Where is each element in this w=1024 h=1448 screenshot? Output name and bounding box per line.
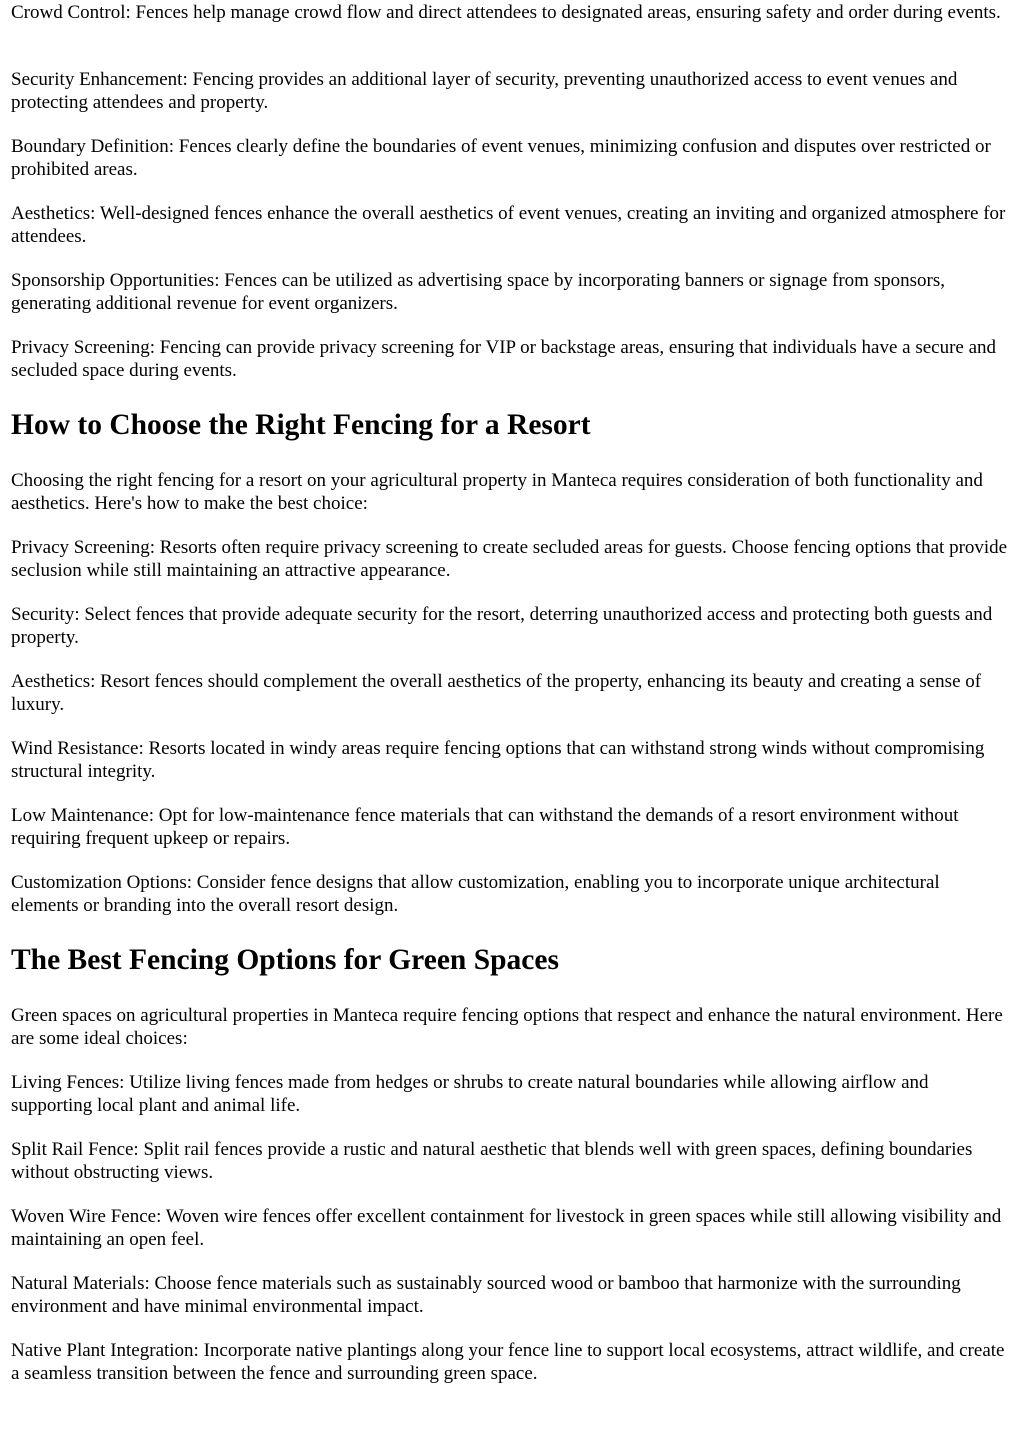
paragraph-aesthetics-events: Aesthetics: Well-designed fences enhance the overall aesthetics of event venues, creating an inviting and organized atmosphere for attendees.: [11, 203, 1006, 247]
paragraph-crowd-control: Crowd Control: Fences help manage crowd flow and direct attendees to designated areas, ensuring safety and order during events.: [11, 2, 1001, 23]
heading-resort-fencing: How to Choose the Right Fencing for a Resort: [11, 409, 591, 441]
paragraph-split-rail: Split Rail Fence: Split rail fences provide a rustic and natural aesthetic that blends well with green spaces, defining boundaries without obstructing views.: [11, 1139, 973, 1183]
paragraph-living-fences: Living Fences: Utilize living fences made from hedges or shrubs to create natural boundaries while allowing airflow and supporting local plant and animal life.: [11, 1072, 929, 1116]
paragraph-sponsorship: Sponsorship Opportunities: Fences can be utilized as advertising space by incorporating banners or signage from sponsors, generating additional revenue for event organizers.: [11, 270, 945, 314]
paragraph-resort-maintenance: Low Maintenance: Opt for low-maintenance fence materials that can withstand the demands of a resort environment without requiring frequent upkeep or repairs.: [11, 805, 959, 849]
paragraph-woven-wire: Woven Wire Fence: Woven wire fences offer excellent containment for livestock in green spaces while still allowing visibility and maintaining an open feel.: [11, 1206, 1002, 1250]
paragraph-resort-intro: Choosing the right fencing for a resort on your agricultural property in Manteca requires consideration of both functionality and aesthetics. Here's how to make the best choice:: [11, 470, 983, 514]
paragraph-resort-customization: Customization Options: Consider fence designs that allow customization, enabling you to incorporate unique architectural elements or branding into the overall resort design.: [11, 872, 940, 916]
paragraph-resort-aesthetics: Aesthetics: Resort fences should complement the overall aesthetics of the property, enhancing its beauty and creating a sense of luxury.: [11, 671, 982, 715]
paragraph-green-intro: Green spaces on agricultural properties in Manteca require fencing options that respect and enhance the natural environment. Here are some ideal choices:: [11, 1005, 1003, 1049]
paragraph-natural-materials: Natural Materials: Choose fence materials such as sustainably sourced wood or bamboo that harmonize with the surrounding environment and have minimal environmental impact.: [11, 1273, 961, 1317]
paragraph-resort-wind: Wind Resistance: Resorts located in windy areas require fencing options that can withstand strong winds without compromising structural integrity.: [11, 738, 985, 782]
paragraph-security-enhancement: Security Enhancement: Fencing provides an additional layer of security, preventing unauthorized access to event venues and protecting attendees and property.: [11, 69, 958, 113]
paragraph-resort-security: Security: Select fences that provide adequate security for the resort, deterring unauthorized access and protecting both guests and property.: [11, 604, 993, 648]
heading-green-spaces: The Best Fencing Options for Green Spaces: [11, 944, 559, 976]
paragraph-resort-privacy: Privacy Screening: Resorts often require privacy screening to create secluded areas for guests. Choose fencing options that provide seclusion while still maintaining an attractive appearance.: [11, 537, 1008, 581]
paragraph-boundary-definition: Boundary Definition: Fences clearly define the boundaries of event venues, minimizing confusion and disputes over restricted or prohibited areas.: [11, 136, 991, 180]
paragraph-privacy-screening-events: Privacy Screening: Fencing can provide privacy screening for VIP or backstage areas, ensuring that individuals have a secure and secluded space during events.: [11, 337, 997, 381]
paragraph-native-plants: Native Plant Integration: Incorporate native plantings along your fence line to support local ecosystems, attract wildlife, and create a seamless transition between the fence and surrounding green space.: [11, 1340, 1005, 1384]
